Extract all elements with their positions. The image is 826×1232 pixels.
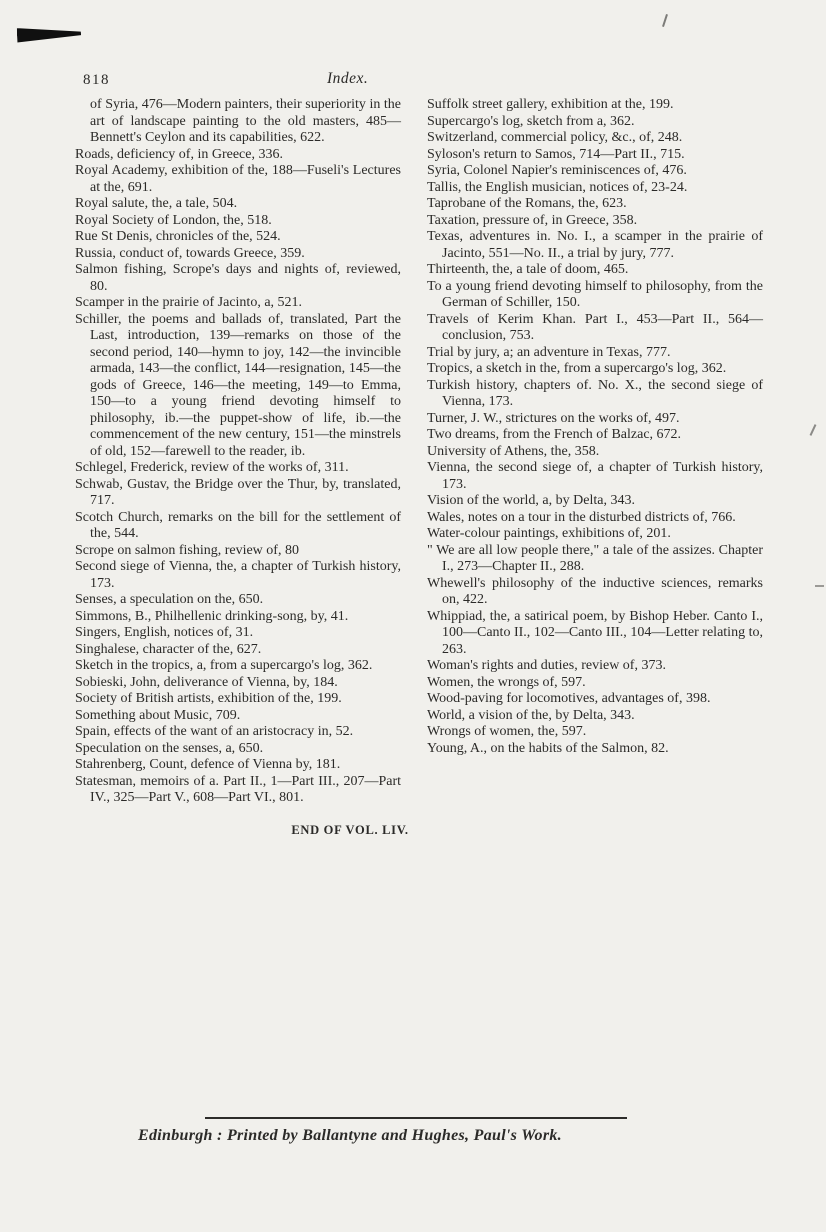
index-entry: Young, A., on the habits of the Salmon, 82. <box>427 740 669 756</box>
scan-artifact-mark <box>810 424 817 436</box>
index-entry: Wrongs of women, the, 597. <box>427 724 587 739</box>
end-of-volume-note: END OF VOL. LIV. <box>291 822 409 837</box>
index-entry: Scotch Church, remarks on the bill for the settlement of the, 544. <box>75 509 401 541</box>
index-entry: Singhalese, character of the, 627. <box>75 641 262 657</box>
index-entry: Tropics, a sketch in the, from a supercargo's log, 362. <box>427 361 727 376</box>
index-entry: Sketch in the tropics, a, from a supercargo's log, 362. <box>75 658 373 673</box>
index-entry: Taxation, pressure of, in Greece, 358. <box>427 212 638 228</box>
scan-artifact-mark <box>815 585 824 587</box>
index-entry: Wales, notes on a tour in the disturbed districts of, 766. <box>427 509 736 525</box>
index-entry: Royal Academy, exhibition of the, 188—Fuseli's Lectures at the, 691. <box>75 163 401 195</box>
index-entry: Whippiad, the, a satirical poem, by Bishop Heber. Canto I., 100—Canto II., 102—Canto III., 104—Letter relating to, 263. <box>427 608 763 657</box>
index-entry: Senses, a speculation on the, 650. <box>75 592 264 607</box>
index-entry: Speculation on the senses, a, 650. <box>75 740 264 756</box>
index-entry: Whewell's philosophy of the inductive sciences, remarks on, 422. <box>427 575 763 607</box>
index-entry: Sobieski, John, deliverance of Vienna, by, 184. <box>75 674 338 690</box>
index-entry: Woman's rights and duties, review of, 373. <box>427 658 666 673</box>
index-entry: Vision of the world, a, by Delta, 343. <box>427 493 635 508</box>
index-entry: Simmons, B., Philhellenic drinking-song, by, 41. <box>75 608 349 624</box>
index-entry: Trial by jury, a; an adventure in Texas, 777. <box>427 344 671 360</box>
index-entry: To a young friend devoting himself to philosophy, from the German of Schiller, 150. <box>427 278 763 310</box>
index-entry: Turner, J. W., strictures on the works of, 497. <box>427 410 680 426</box>
index-entry: Water-colour paintings, exhibitions of, 201. <box>427 526 671 541</box>
index-entry: Thirteenth, the, a tale of doom, 465. <box>427 262 629 277</box>
index-entry: Taprobane of the Romans, the, 623. <box>427 196 627 211</box>
index-column-right <box>427 97 763 807</box>
footer-rule <box>205 1117 627 1119</box>
index-entry: Singers, English, notices of, 31. <box>75 625 254 640</box>
index-entry: World, a vision of the, by Delta, 343. <box>427 707 635 723</box>
index-entry: Turkish history, chapters of. No. X., the second siege of Vienna, 173. <box>427 377 763 409</box>
index-entry: Switzerland, commercial policy, &c., of, 248. <box>427 130 683 145</box>
index-entry: University of Athens, the, 358. <box>427 443 600 459</box>
index-entry: Syloson's return to Samos, 714—Part II., 715. <box>427 146 685 162</box>
index-entry: Suffolk street gallery, exhibition at the, 199. <box>427 97 674 112</box>
index-columns <box>75 97 763 807</box>
index-entry: Statesman, memoirs of a. Part II., 1—Part III., 207—Part IV., 325—Part V., 608—Part VI., 801. <box>75 773 401 805</box>
index-entry: Women, the wrongs of, 597. <box>427 674 586 690</box>
index-entry: Schiller, the poems and ballads of, translated, Part the Last, introduction, 139—remarks on those of the second period, 140—hymn to joy, 142—the invincible armada, 143—the conflict, 144—resignation, 145—the gods of Greece, 146—the meeting, 149—to Emma, 150—to a young friend devoting himself to philosophy, ib.—the puppet-show of life, ib.—the commencement of the new century, 151—the minstrels of old, 152—farewell to the reader, ib. <box>75 311 401 459</box>
index-entry: Two dreams, from the French of Balzac, 672. <box>427 427 682 442</box>
index-entry: Wood-paving for locomotives, advantages of, 398. <box>427 691 711 706</box>
running-title: Index. <box>327 70 369 87</box>
index-entry: Roads, deficiency of, in Greece, 336. <box>75 146 283 162</box>
index-entry: Stahrenberg, Count, defence of Vienna by, 181. <box>75 757 341 772</box>
index-column-left <box>75 97 401 807</box>
index-entry: Society of British artists, exhibition of the, 199. <box>75 691 342 706</box>
index-entry: Travels of Kerim Khan. Part I., 453—Part II., 564—conclusion, 753. <box>427 311 763 343</box>
index-entry: Second siege of Vienna, the, a chapter of Turkish history, 173. <box>75 559 401 591</box>
index-entry: Schwab, Gustav, the Bridge over the Thur, by, translated, 717. <box>75 476 401 508</box>
index-entry: Scamper in the prairie of Jacinto, a, 521. <box>75 295 303 310</box>
index-entry: Royal Society of London, the, 518. <box>75 212 272 228</box>
index-entry: Schlegel, Frederick, review of the works of, 311. <box>75 460 349 475</box>
index-entry: Vienna, the second siege of, a chapter of Turkish history, 173. <box>427 460 763 492</box>
index-entry: " We are all low people there," a tale of the assizes. Chapter I., 273—Chapter II., 288. <box>427 542 763 574</box>
index-entry: Spain, effects of the want of an aristocracy in, 52. <box>75 724 354 739</box>
index-entry: Something about Music, 709. <box>75 707 241 723</box>
index-entry: Royal salute, the, a tale, 504. <box>75 196 238 211</box>
index-entry: Texas, adventures in. No. I., a scamper in the prairie of Jacinto, 551—No. II., a trial by jury, 777. <box>427 229 763 261</box>
page-number: 818 <box>83 72 110 88</box>
index-entry: Rue St Denis, chronicles of the, 524. <box>75 229 281 244</box>
scan-artifact-mark <box>662 14 668 27</box>
printer-imprint: Edinburgh : Printed by Ballantyne and Hughes, Paul's Work. <box>137 1127 562 1144</box>
index-entry: Tallis, the English musician, notices of, 23-24. <box>427 179 688 195</box>
index-entry: Russia, conduct of, towards Greece, 359. <box>75 245 305 261</box>
ink-smudge-mark <box>17 26 81 43</box>
page-content <box>75 70 763 838</box>
page-header <box>75 70 763 97</box>
index-entry: Supercargo's log, sketch from a, 362. <box>427 113 635 129</box>
index-entry: Salmon fishing, Scrope's days and nights of, reviewed, 80. <box>75 262 401 294</box>
index-entry: of Syria, 476—Modern painters, their superiority in the art of landscape painting to the old masters, 485—Bennett's Ceylon and its capabilities, 622. <box>90 97 401 145</box>
index-entry: Syria, Colonel Napier's reminiscences of, 476. <box>427 163 687 178</box>
index-entry: Scrope on salmon fishing, review of, 80 <box>75 542 299 558</box>
